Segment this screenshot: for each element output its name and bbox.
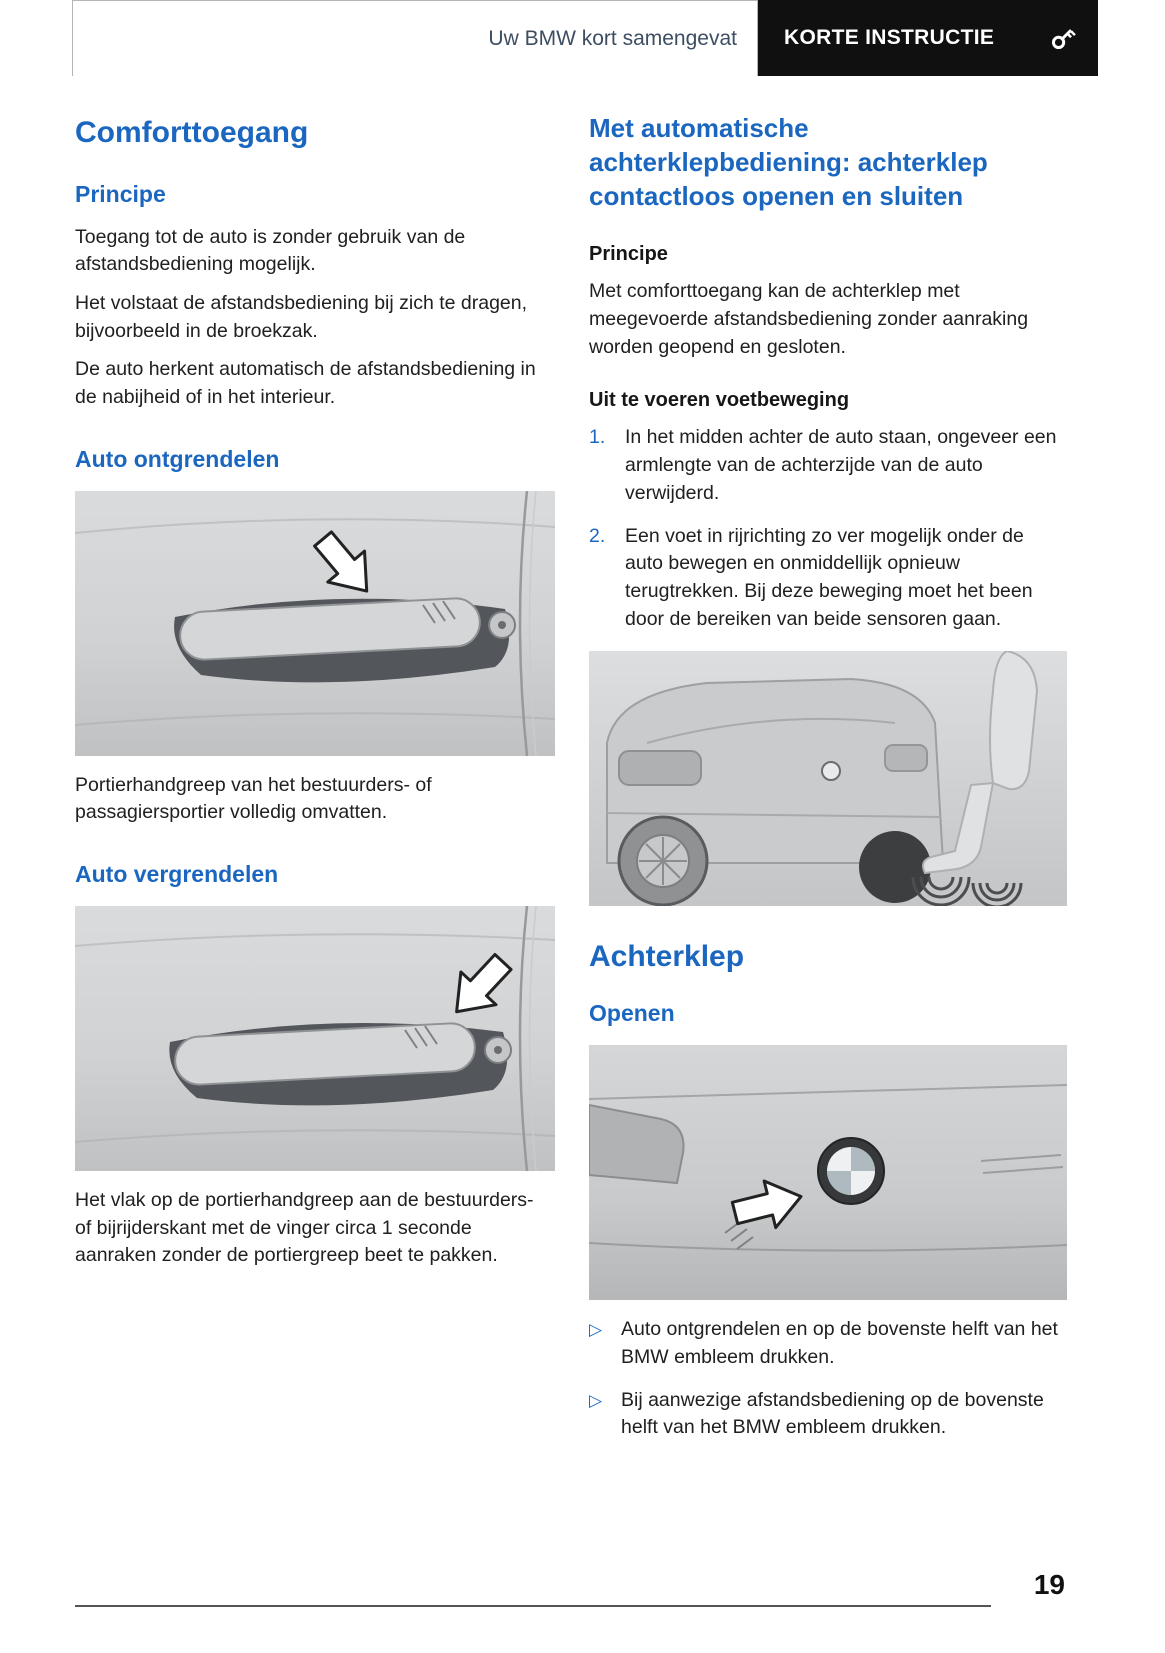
step-marker: 2. — [589, 524, 606, 547]
bullet-marker: ▷ — [589, 1320, 603, 1340]
section-title-comforttoegang: Comforttoegang — [75, 116, 309, 149]
step-marker: 1. — [589, 426, 606, 449]
header-context-title: Uw BMW kort samengevat — [488, 26, 737, 50]
figure-foot-gesture — [589, 651, 1067, 906]
numbered-step — [589, 523, 1067, 634]
caption-lock: Het vlak op de portierhandgreep aan de bestuurders- of bijrijderskant met de vinger circa 1 seconde aanraken zonder de portiergreep beet te pakken. — [75, 1189, 534, 1267]
subsection-auto-vergrendelen: Auto vergrendelen — [75, 861, 279, 887]
subsection-openen: Openen — [589, 1000, 675, 1027]
paragraph: Met comforttoegang kan de achterklep met meegevoerde afstandsbediening zonder aanraking worden geopend en gesloten. — [589, 280, 1029, 358]
chapter-tab-label: KORTE INSTRUCTIE — [784, 26, 995, 49]
bullet-item — [589, 1387, 1067, 1442]
bullet-text: Bij aanwezige afstandsbediening op de bovenste helft van het BMW embleem drukken. — [621, 1388, 1044, 1439]
header-chapter-tab — [758, 0, 1098, 76]
bullet-text: Auto ontgrendelen en op de bovenste helft van het BMW embleem drukken. — [621, 1318, 1058, 1368]
door-handle-unlock-illustration — [75, 491, 555, 756]
page-number: 19 — [1033, 1569, 1065, 1600]
footer-rule — [75, 1605, 991, 1607]
subsection-principe-right: Principe — [589, 243, 668, 266]
section-title-achterklep: Achterklep — [589, 940, 745, 974]
bullet-marker: ▷ — [589, 1390, 603, 1410]
right-column — [589, 96, 1067, 1457]
left-column — [75, 96, 555, 1457]
subsection-principe-left: Principe — [75, 180, 166, 207]
paragraph: Het volstaat de afstandsbediening bij zich te dragen, bijvoorbeeld in de broekzak. — [75, 291, 528, 342]
subsection-voetbeweging: Uit te voeren voetbeweging — [589, 389, 850, 412]
figure-door-handle-unlock — [75, 491, 555, 756]
figure-emblem-press — [589, 1045, 1067, 1300]
figure-door-handle-lock — [75, 906, 555, 1171]
page-header — [72, 0, 1098, 76]
step-text: In het midden achter de auto staan, ongeveer een armlengte van de achterzijde van de auto verwijderd. — [625, 426, 1057, 504]
content-columns — [75, 96, 1067, 1457]
foot-gesture-illustration — [589, 651, 1067, 906]
door-handle-lock-illustration — [75, 906, 555, 1171]
key-icon — [1048, 23, 1078, 53]
caption-unlock: Portierhandgreep van het bestuurders- of passagiersportier volledig omvatten. — [75, 773, 432, 824]
numbered-step — [589, 424, 1067, 507]
emblem-press-illustration — [589, 1045, 1067, 1300]
subsection-auto-ontgrendelen: Auto ontgrendelen — [75, 445, 280, 472]
paragraph: Toegang tot de auto is zonder gebruik van de afstandsbediening mogelijk. — [75, 225, 466, 276]
header-context-box — [72, 0, 758, 76]
step-text: Een voet in rijrichting zo ver mogelijk onder de auto bewegen en onmiddellijk opnieuw terugtrekken. Bij deze beweging moet het been door de bereiken van beide sensoren gaan. — [625, 524, 1033, 630]
section-title-achterklepbediening: Met automatische achterklepbediening: achterklep contactloos openen en sluiten — [589, 113, 988, 211]
paragraph: De auto herkent automatisch de afstandsbediening in de nabijheid of in het interieur. — [75, 358, 536, 408]
bullet-item — [589, 1316, 1067, 1371]
